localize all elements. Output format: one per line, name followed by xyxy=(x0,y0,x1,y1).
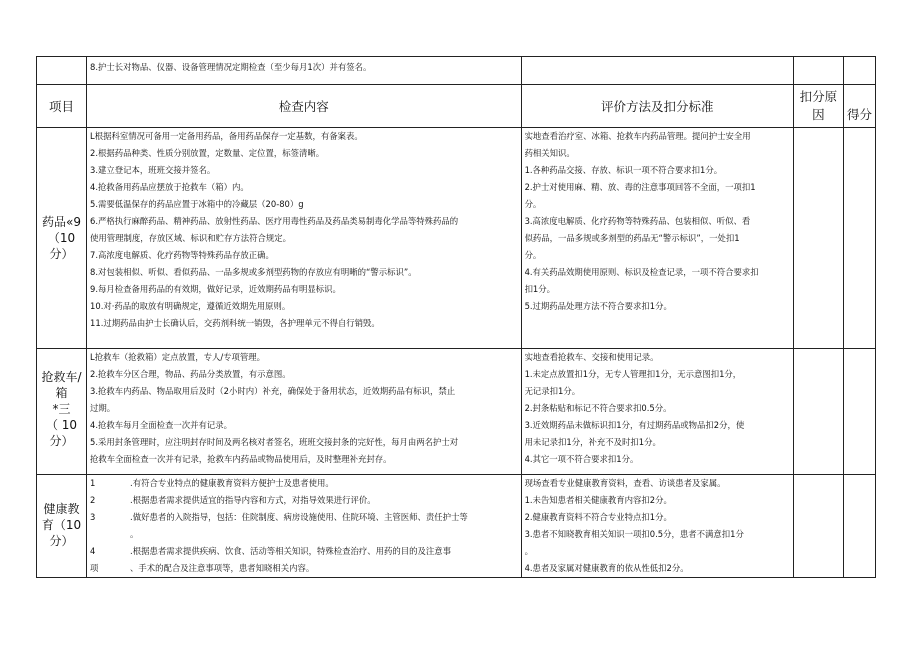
method-line: 用未记录扣1分，补充不及时扣1分。 xyxy=(524,437,661,447)
method-line: 1.未告知患者相关健康教育内容扣2分。 xyxy=(524,495,672,505)
content-line-text: 、手术的配合及注意事项等，患者知晓相关内容。 xyxy=(130,563,315,573)
method-cell xyxy=(521,128,793,349)
category-label-line: （ 10 xyxy=(45,418,78,432)
content-line: 5.需要低温保存的药品应置于冰箱中的冷藏层（20-80）g xyxy=(90,199,304,209)
method-line: 。 xyxy=(524,546,533,556)
method-cell xyxy=(521,475,793,578)
content-line-text: .有符合专业特点的健康教育资料方便护士及患者使用。 xyxy=(130,478,334,488)
header-content: 检查内容 xyxy=(87,85,522,128)
header-item: 项目 xyxy=(37,85,87,128)
score-input-cell[interactable] xyxy=(843,349,875,475)
reason-input-cell[interactable] xyxy=(793,128,843,349)
content-line-text: .根据患者需求提供适宜的指导内容和方式，对指导效果进行评价。 xyxy=(130,495,376,505)
method-line: 3.高浓度电解质、化疗药物等特殊药品、包装相似、听似、看 xyxy=(524,216,751,226)
content-line: 过期。 xyxy=(90,403,116,413)
reason-input-cell[interactable] xyxy=(793,475,843,578)
method-line: 实地查看治疗室、冰箱、抢救车内药品管理。提问护士安全用 xyxy=(524,131,751,141)
content-line: 3.抢救车内药品、物品取用后及时（2小时内）补充，确保处于备用状态，近效期药品有标识，禁止 xyxy=(90,386,456,396)
section-row-medicine xyxy=(37,128,876,349)
method-line: 4.有关药品效期使用原则、标识及检查记录，一项不符合要求扣 xyxy=(524,267,759,277)
content-line xyxy=(87,560,521,577)
category-cell xyxy=(37,128,87,349)
method-line: 2.健康教育资料不符合专业特点扣1分。 xyxy=(524,512,672,522)
section-row-health-education xyxy=(37,475,876,578)
category-label-line: 抢救车/箱 xyxy=(41,370,82,400)
method-line: 3.近效期药品未做标识扣1分，有过期药品或物品扣2分，使 xyxy=(524,420,745,430)
content-cell xyxy=(87,128,522,349)
content-line: 7.高浓度电解质、化疗药物等特殊药品存放正确。 xyxy=(90,250,274,260)
category-label-line: 分） xyxy=(49,434,74,448)
method-line: 现场查看专业健康教育资料，查看、访谈患者及家属。 xyxy=(524,478,726,488)
content-line: 6.严格执行麻醉药品、精神药品、放射性药品、医疗用毒性药品及药品类易制毒化学品等特殊药品的 xyxy=(90,216,459,226)
carryover-item-cell xyxy=(37,57,87,85)
content-line-text: .根据患者需求提供疾病、饮食、活动等相关知识，特殊检查治疗、用药的目的及注意事 xyxy=(130,546,451,556)
content-line-number: 3 xyxy=(90,512,96,522)
section-row-crash-cart xyxy=(37,349,876,475)
method-line: 1.各种药品交接、存放、标识一项不符合要求扣1分。 xyxy=(524,165,723,175)
method-line: 1.未定点放置扣1分，无专人管理扣1分，无示意图扣1分， xyxy=(524,369,742,379)
category-label-line: （10 xyxy=(47,231,76,245)
header-row xyxy=(37,85,876,128)
inspection-table xyxy=(36,56,876,578)
carryover-reason-cell xyxy=(793,57,843,85)
category-cell xyxy=(37,349,87,475)
method-line: 4.其它一项不符合要求扣1分。 xyxy=(524,454,639,464)
content-line xyxy=(87,526,521,543)
category-label-line: 健康教 xyxy=(43,502,80,516)
content-line: 使用管理制度，存放区域、标识和贮存方法符合规定。 xyxy=(90,233,292,243)
carryover-method-cell xyxy=(521,57,793,85)
category-label-line: 分） xyxy=(49,534,74,548)
category-label-line: 药品«9 xyxy=(42,215,82,229)
method-line: 实地查看抢救车、交接和使用记录。 xyxy=(524,352,659,362)
content-line-number: 项 xyxy=(90,563,99,573)
carryover-content-cell xyxy=(87,57,522,85)
carryover-row xyxy=(37,57,876,85)
category-label-line: 分） xyxy=(49,247,74,261)
content-line-text: .做好患者的入院指导，包括：住院制度、病房设施使用、住院环境、主管医师、责任护士等 xyxy=(130,512,468,522)
content-line-text: 。 xyxy=(130,529,139,539)
reason-input-cell[interactable] xyxy=(793,349,843,475)
header-reason: 扣分原因 xyxy=(793,85,843,128)
method-line: 4.患者及家属对健康教育的依从性低扣2分。 xyxy=(524,563,689,573)
method-line: 3.患者不知晓教育相关知识一项扣0.5分，患者不满意扣1分 xyxy=(524,529,744,539)
content-line: 2.根据药品种类、性质分别放置，定数量、定位置，标签清晰。 xyxy=(90,148,325,158)
content-line: 抢救车全面检查一次并有记录，抢救车内药品或物品使用后，及时整理补充封存。 xyxy=(90,454,392,464)
content-line xyxy=(87,509,521,526)
content-line: 5.采用封条管理时，应注明封存时间及两名核对者签名，班班交接封条的完好性，每月由两名护士对 xyxy=(90,437,459,447)
content-line: 4.抢救备用药品应摆放于抢救车（箱）内。 xyxy=(90,182,249,192)
method-line: 分。 xyxy=(524,250,542,260)
method-line: 无记录扣1分。 xyxy=(524,386,581,396)
carryover-score-cell xyxy=(843,57,875,85)
content-line: 3.建立登记本，班班交接并签名。 xyxy=(90,165,216,175)
content-line-number: 2 xyxy=(90,495,96,505)
content-line: L根据科室情况可备用一定备用药品，备用药品保存一定基数，有备案表。 xyxy=(90,131,363,141)
carryover-text: 8.护士长对物品、仪器、设备管理情况定期检查（至少每月1次）并有签名。 xyxy=(90,62,372,72)
score-input-cell[interactable] xyxy=(843,475,875,578)
content-line-number: 1 xyxy=(90,478,96,488)
content-line xyxy=(87,492,521,509)
content-line-number: 4 xyxy=(90,546,96,556)
content-line: 2.抢救车分区合理，物品、药品分类放置，有示意图。 xyxy=(90,369,291,379)
content-line: L抢救车（抢救箱）定点放置，专人/专项管理。 xyxy=(90,352,266,362)
content-line: 4.抢救车每月全面检查一次并有记录。 xyxy=(90,420,233,430)
category-label-line: 育（10 xyxy=(41,518,82,532)
method-line: 分。 xyxy=(524,199,542,209)
method-line: 5.过期药品处理方法不符合要求扣1分。 xyxy=(524,301,672,311)
category-label-line: *三 xyxy=(52,402,71,416)
content-line xyxy=(87,543,521,560)
method-line: 2.封条粘贴和标记不符合要求扣0.5分。 xyxy=(524,403,672,413)
method-line: 扣1分。 xyxy=(524,284,556,294)
content-cell xyxy=(87,475,522,578)
header-score: 得分 xyxy=(843,85,875,128)
method-line: 似药品，一品多规或多剂型的药品无“警示标识”，一处扣1 xyxy=(524,233,740,243)
method-cell xyxy=(521,349,793,475)
method-line: 药相关知识。 xyxy=(524,148,575,158)
content-cell xyxy=(87,349,522,475)
content-line: 11.过期药品由护士长确认后，交药剂科统一销毁，各护理单元不得自行销毁。 xyxy=(90,318,380,328)
content-line-number xyxy=(90,526,130,543)
content-line: 9.每月检查备用药品的有效期，做好记录，近效期药品有明显标识。 xyxy=(90,284,341,294)
content-line xyxy=(87,475,521,492)
method-line: 2.护士对使用麻、精、放、毒的注意事项回答不全面，一项扣1 xyxy=(524,182,756,192)
inspection-sheet xyxy=(36,56,876,578)
header-method: 评价方法及扣分标准 xyxy=(521,85,793,128)
content-line: 10.对·药品的取放有明确规定，遵循近效期先用原则。 xyxy=(90,301,291,311)
content-line: 8.对包装相似、听似、看似药品、一品多规或多剂型药物的存放应有明晰的“警示标识”。 xyxy=(90,267,417,277)
score-input-cell[interactable] xyxy=(843,128,875,349)
category-cell xyxy=(37,475,87,578)
